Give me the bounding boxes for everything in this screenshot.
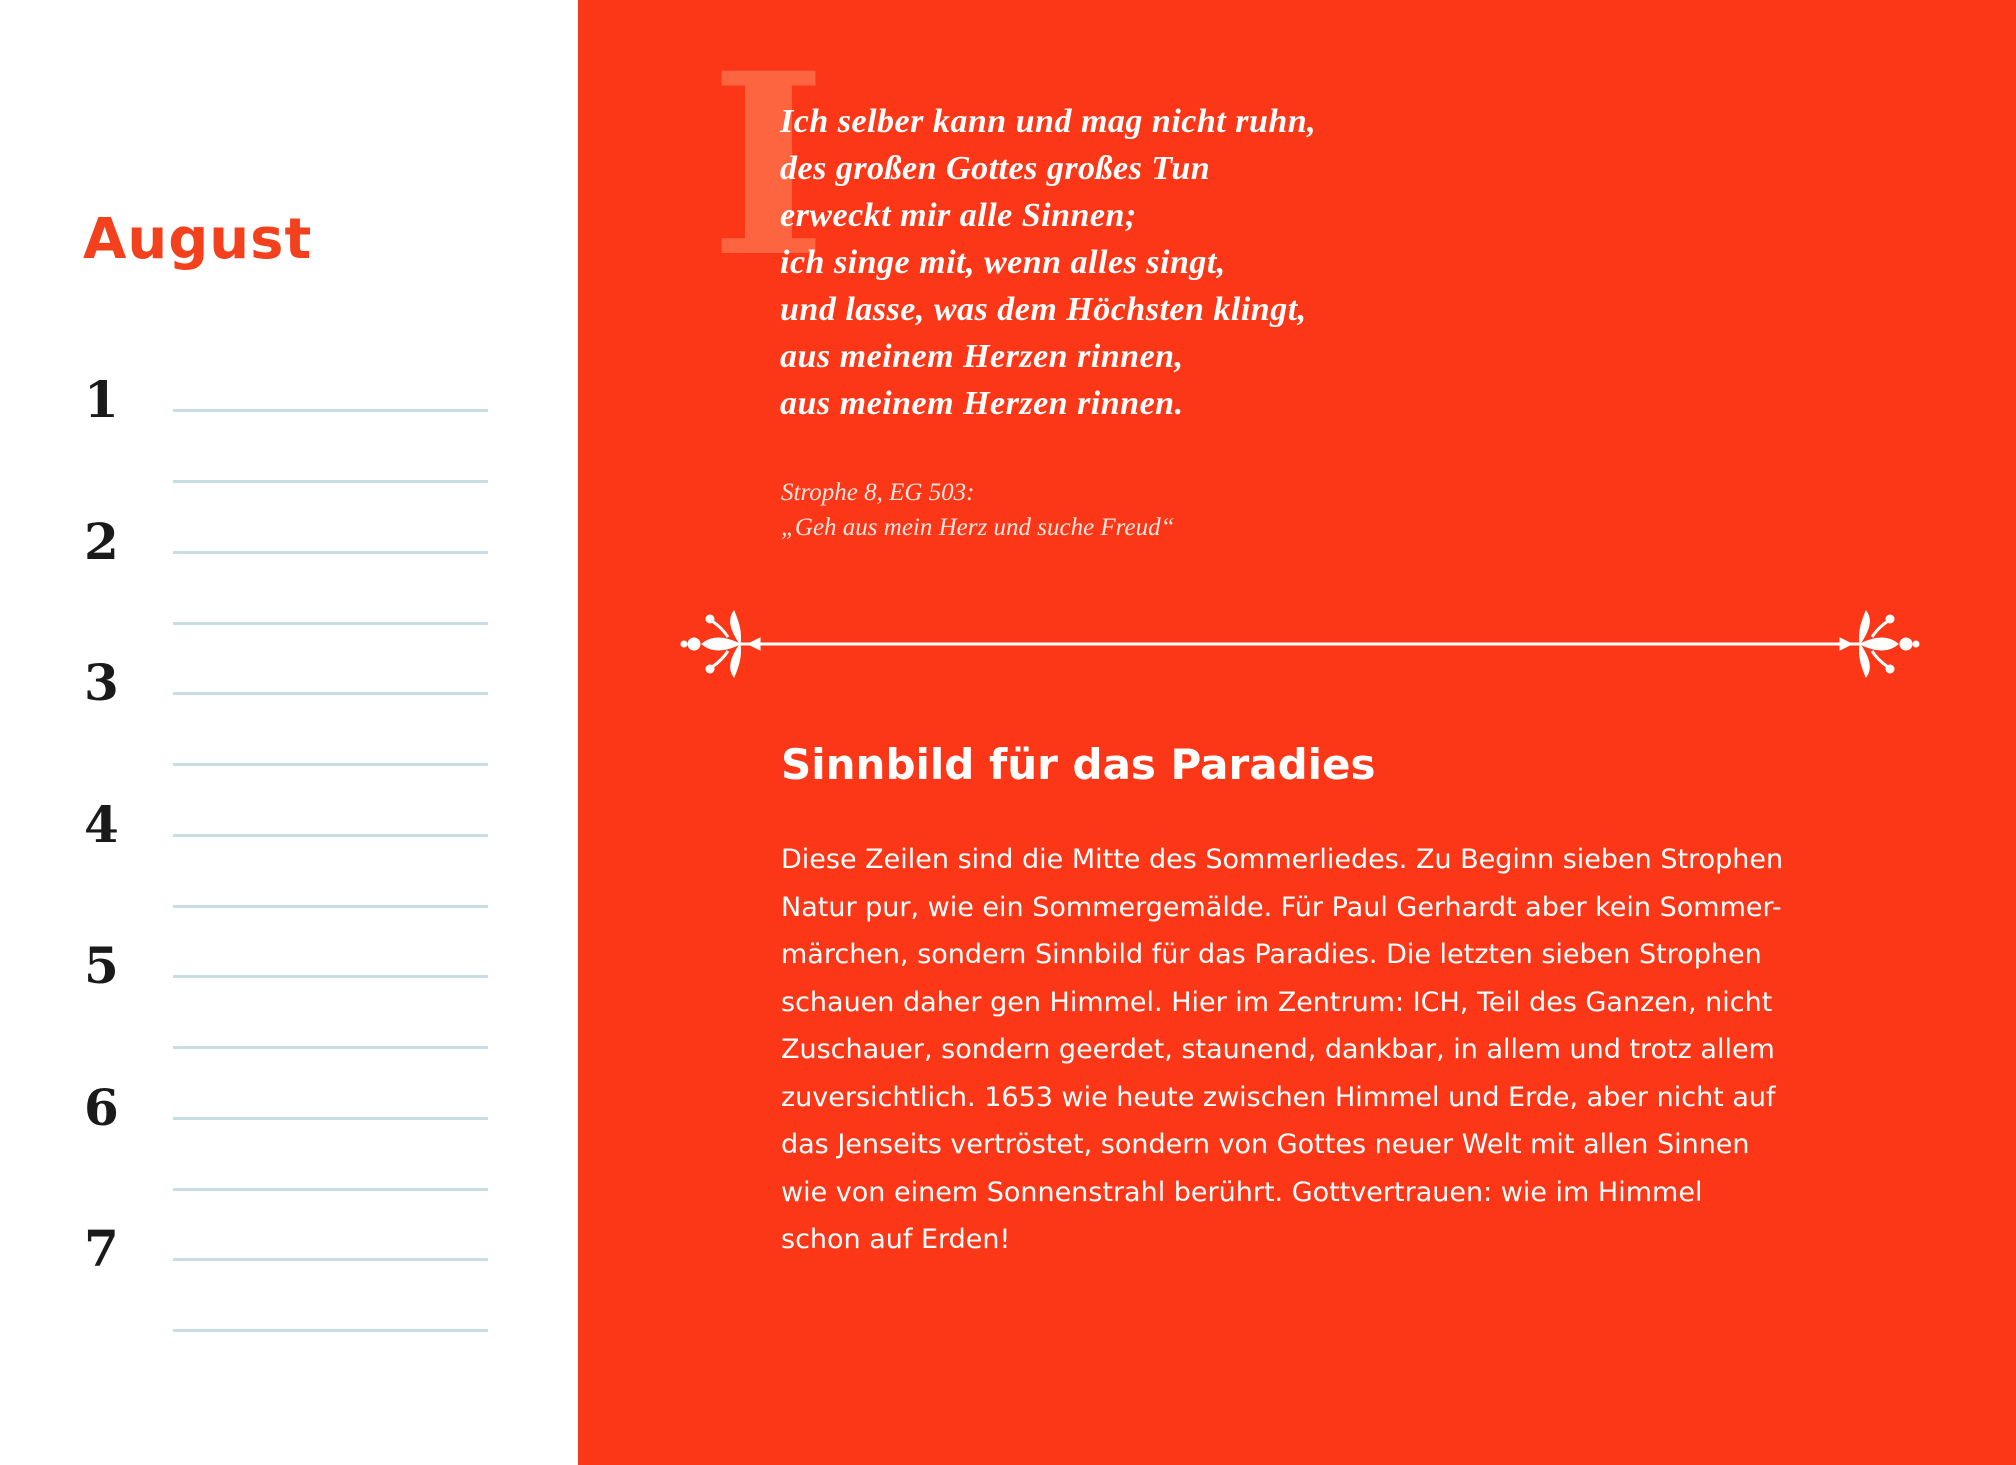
day-line[interactable] bbox=[173, 905, 488, 908]
calendar-panel bbox=[0, 0, 578, 1465]
body-line: Natur pur, wie ein Sommergemälde. Für Paul Gerhardt aber kein Sommer- bbox=[781, 891, 1782, 923]
body-line: wie von einem Sonnenstrahl berührt. Gottvertrauen: wie im Himmel bbox=[781, 1176, 1703, 1208]
day-number: 5 bbox=[84, 936, 119, 995]
drop-cap: I bbox=[710, 18, 827, 312]
body-line: schon auf Erden! bbox=[781, 1224, 1011, 1255]
body-line: Zuschauer, sondern geerdet, staunend, dankbar, in allem und trotz allem bbox=[781, 1034, 1775, 1065]
month-title: August bbox=[83, 207, 313, 272]
section-heading: Sinnbild für das Paradies bbox=[781, 740, 1376, 789]
day-line[interactable] bbox=[173, 622, 488, 625]
poem-line: ich singe mit, wenn alles singt, bbox=[780, 244, 1226, 281]
day-line[interactable] bbox=[173, 1117, 488, 1120]
day-line[interactable] bbox=[173, 692, 488, 695]
day-number: 3 bbox=[84, 653, 119, 712]
day-line[interactable] bbox=[173, 409, 488, 412]
poem-line: aus meinem Herzen rinnen, bbox=[780, 338, 1184, 375]
day-line[interactable] bbox=[173, 1188, 488, 1191]
poem-line: Ich selber kann und mag nicht ruhn, bbox=[780, 103, 1317, 140]
fleur-divider-icon bbox=[680, 607, 1920, 681]
poem-stanza bbox=[780, 98, 1316, 427]
day-line[interactable] bbox=[173, 1046, 488, 1049]
day-number: 2 bbox=[84, 512, 119, 571]
day-number: 7 bbox=[84, 1219, 119, 1278]
poem-line: des großen Gottes großes Tun bbox=[780, 150, 1211, 187]
poem-line: aus meinem Herzen rinnen. bbox=[780, 385, 1184, 422]
day-list bbox=[0, 0, 578, 1465]
body-line: schauen daher gen Himmel. Hier im Zentrum: ICH, Teil des Ganzen, nicht bbox=[781, 986, 1773, 1018]
day-number: 4 bbox=[84, 795, 119, 854]
day-line[interactable] bbox=[173, 1258, 488, 1261]
source-line: Strophe 8, EG 503: bbox=[781, 479, 975, 506]
day-number: 6 bbox=[84, 1078, 119, 1137]
source-line: „Geh aus mein Herz und suche Freud“ bbox=[781, 514, 1175, 541]
day-line[interactable] bbox=[173, 834, 488, 837]
poem-line: und lasse, was dem Höchsten klingt, bbox=[780, 291, 1307, 328]
body-line: zuversichtlich. 1653 wie heute zwischen Himmel und Erde, aber nicht auf bbox=[781, 1081, 1776, 1113]
day-line[interactable] bbox=[173, 763, 488, 766]
body-line: märchen, sondern Sinnbild für das Paradies. Die letzten sieben Strophen bbox=[781, 939, 1762, 970]
poem-source bbox=[781, 475, 1174, 545]
article-body bbox=[781, 836, 1783, 1264]
body-line: das Jenseits vertröstet, sondern von Gottes neuer Welt mit allen Sinnen bbox=[781, 1129, 1750, 1160]
body-line: Diese Zeilen sind die Mitte des Sommerliedes. Zu Beginn sieben Strophen bbox=[781, 844, 1784, 875]
day-line[interactable] bbox=[173, 1329, 488, 1332]
day-number: 1 bbox=[84, 370, 119, 429]
poem-line: erweckt mir alle Sinnen; bbox=[780, 197, 1137, 234]
day-row bbox=[0, 1219, 578, 1396]
day-line[interactable] bbox=[173, 975, 488, 978]
day-line[interactable] bbox=[173, 480, 488, 483]
day-line[interactable] bbox=[173, 551, 488, 554]
